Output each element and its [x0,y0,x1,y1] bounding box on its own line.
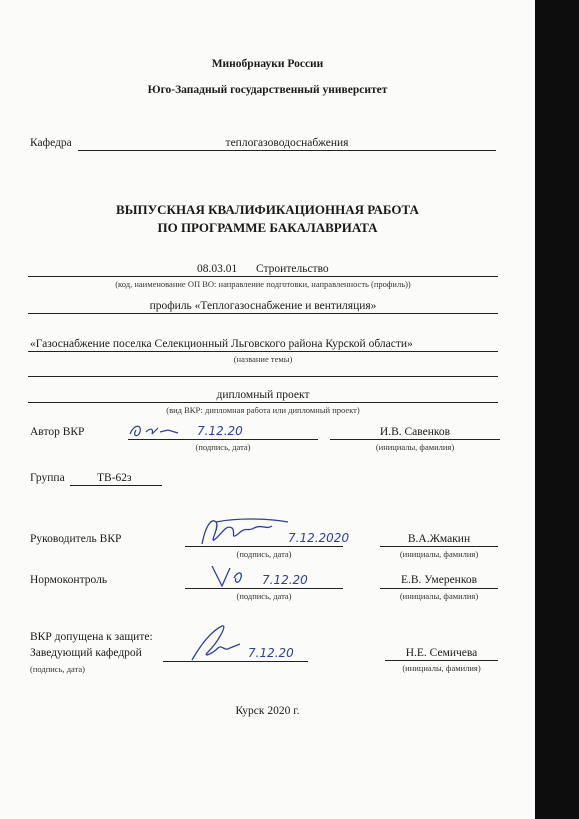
author-date: 7.12.20 [197,424,243,438]
normcontrol-date: 7.12.20 [262,573,308,587]
direction-underline [28,276,498,277]
author-sign-line [128,439,318,440]
profile-underline [28,313,498,314]
normcontrol-sign-line [185,588,343,589]
head-date: 7.12.20 [248,646,294,660]
topic-extra-line [28,376,498,377]
normcontrol-name: Е.В. Умеренков [400,574,478,586]
author-name-caption: (инициалы, фамилия) [375,442,455,452]
topic-caption: (название темы) [233,354,293,364]
head-name-line [385,660,498,661]
department-value: теплогазоводоснабжения [225,137,349,149]
direction-name: Строительство [256,263,329,275]
head-name: Н.Е. Семичева [405,647,478,659]
direction-caption: (код, наименование ОП ВО: направление подготовки, направленность (профиль)) [115,279,411,289]
topic-text: «Газоснабжение поселка Селекционный Льговского района Курской области» [30,338,413,350]
group-value: ТВ-62з [97,472,132,484]
work-type-value: дипломный проект [216,389,310,401]
author-name: И.В. Савенков [379,426,451,438]
author-label: Автор ВКР [30,426,85,438]
scan-edge [535,0,579,819]
city-year: Курск 2020 г. [235,705,300,717]
supervisor-name-line [380,546,498,547]
head-name-caption: (инициалы, фамилия) [402,663,481,673]
admission-label: ВКР допущена к защите: [30,631,153,643]
supervisor-date: 7.12.2020 [288,531,350,545]
normcontrol-name-caption: (инициалы, фамилия) [399,591,479,601]
normcontrol-sign-caption: (подпись, дата) [236,591,292,601]
group-label: Группа [30,472,65,484]
supervisor-name-caption: (инициалы, фамилия) [399,549,479,559]
head-sign-line [163,661,308,662]
department-underline [78,150,496,151]
ministry-heading: Минобрнауки России [211,58,324,70]
work-title-line2: ПО ПРОГРАММЕ БАКАЛАВРИАТА [157,220,378,235]
department-label: Кафедра [30,137,72,149]
work-type-underline [28,402,498,403]
head-sign-caption: (подпись, дата) [30,664,86,674]
author-name-line [330,439,500,440]
author-sign-caption: (подпись, дата) [195,442,251,452]
supervisor-sign-line [185,546,343,547]
direction-code: 08.03.01 [197,263,238,275]
work-title-line1: ВЫПУСКНАЯ КВАЛИФИКАЦИОННАЯ РАБОТА [116,202,419,217]
supervisor-name: В.А.Жмакин [407,533,471,545]
profile-text: профиль «Теплогазоснабжение и вентиляция» [149,300,377,312]
normcontrol-name-line [380,588,498,589]
head-signature [188,622,248,664]
supervisor-label: Руководитель ВКР [30,533,122,545]
normcontrol-label: Нормоконтроль [30,574,108,586]
normcontrol-signature [208,562,258,590]
university-heading: Юго-Западный государственный университет [147,84,388,96]
work-type-caption: (вид ВКР: дипломная работа или дипломный проект) [166,405,360,415]
head-of-department-label: Заведующий кафедрой [30,647,142,659]
supervisor-sign-caption: (подпись, дата) [236,549,292,559]
topic-underline [28,351,498,352]
group-underline [70,485,162,486]
